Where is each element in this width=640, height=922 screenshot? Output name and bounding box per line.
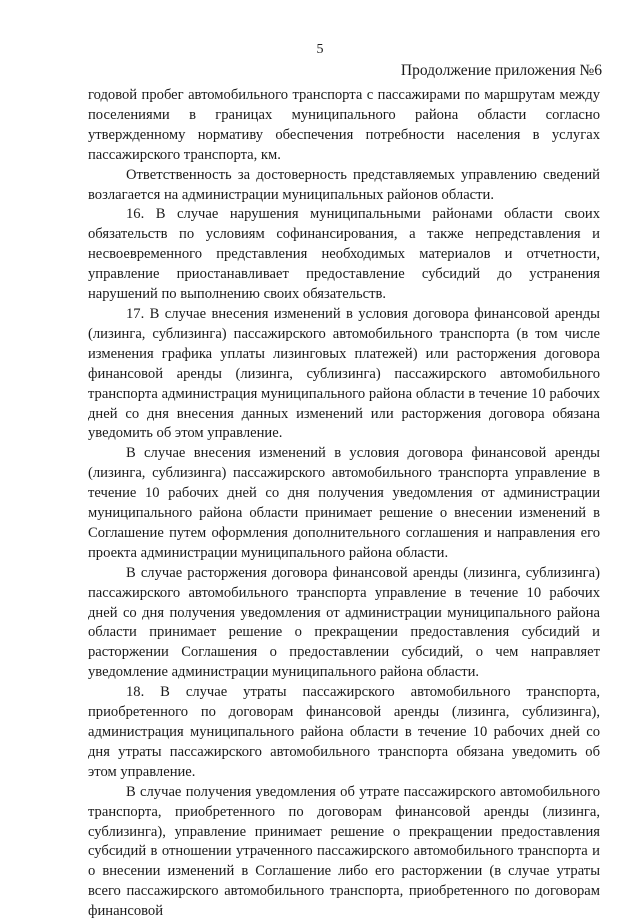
paragraph: 17. В случае внесения изменений в условия договора финансовой аренды (лизинга, сублизинга) пассажирского автомобильного транспорта (в том числе изменения графика уплаты лизинговых платежей) или расторжения договора финансовой аренды (лизинга, сублизинга) пассажирского автомобильного транспорта администрация муниципального района области в течение 10 рабочих дней со дня внесения данных изменений или расторжения договора обязана уведомить об этом управление. xyxy=(88,305,600,442)
paragraph: В случае внесения изменений в условия договора финансовой аренды (лизинга, сублизинга) пассажирского автомобильного транспорта управление в течение 10 рабочих дней со дня получения уведомления от администрации муниципального района области принимает решение о внесении изменений в Соглашение путем оформления дополнительного соглашения и направления его проекта администрации муниципального района области. xyxy=(88,445,600,561)
paragraph: В случае получения уведомления об утрате пассажирского автомобильного транспорта, приобретенного по договорам финансовой аренды (лизинга, сублизинга), управление принимает решение о прекращении предоставления субсидий в отношении утраченного пассажирского автомобильного транспорта и о внесении изменений в Соглашение либо его расторжении (в случае утраты всего пассажирского автомобильного транспорта, приобретенного по договорам финансовой xyxy=(88,783,600,920)
paragraph: годовой пробег автомобильного транспорта с пассажирами по маршрутам между поселениями в границах муниципального района области согласно утвержденному нормативу обеспечения потребности населения в услугах пассажирского транспорта, км. xyxy=(88,87,600,163)
paragraph: В случае расторжения договора финансовой аренды (лизинга, сублизинга) пассажирского автомобильного транспорта управление в течение 10 рабочих дней со дня получения уведомления от администрации муниципального района области принимает решение о прекращении предоставления субсидий и расторжении Соглашения о предоставлении субсидий, о чем направляет уведомление администрации муниципального района области. xyxy=(88,564,600,681)
appendix-continuation-note: Продолжение приложения №6 xyxy=(400,62,602,79)
document-body xyxy=(88,86,600,922)
page-number: 5 xyxy=(316,42,324,57)
paragraph: 18. В случае утраты пассажирского автомобильного транспорта, приобретенного по договорам финансовой аренды (лизинга, сублизинга), администрация муниципального района области в течение 10 рабочих дней со дня утраты пассажирского автомобильного транспорта обязана уведомить об этом управление. xyxy=(88,684,600,780)
paragraph: Ответственность за достоверность представляемых управлению сведений возлагается на администрации муниципальных районов области. xyxy=(88,166,600,203)
paragraph: 16. В случае нарушения муниципальными районами области своих обязательств по условиям софинансирования, а также непредставления и несвоевременного представления необходимых материалов и отчетности, управление приостанавливает предоставление субсидий до устранения нарушений по выполнению своих обязательств. xyxy=(88,206,600,303)
